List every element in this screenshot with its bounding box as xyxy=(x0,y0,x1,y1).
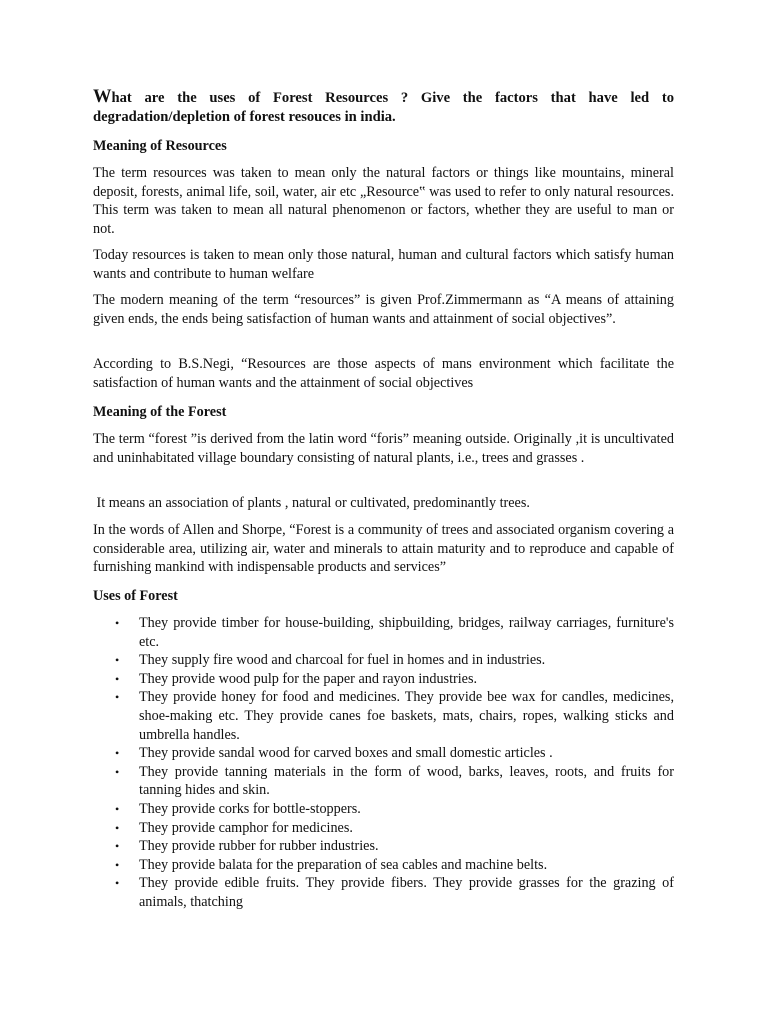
list-item: • They provide wood pulp for the paper and rayon industries. xyxy=(115,670,478,687)
bullet-icon: • xyxy=(115,671,120,686)
bullet-icon: • xyxy=(115,764,120,779)
paragraph-resources-today: Today resources is taken to mean only those natural, human and cultural factors which satisfy human wants and contribute to human welfare xyxy=(93,247,674,282)
uses-of-forest-list xyxy=(93,614,674,912)
bullet-icon: • xyxy=(115,746,120,761)
title-dropcap: W xyxy=(93,87,112,107)
heading-meaning-of-resources: Meaning of Resources xyxy=(93,138,227,154)
list-item: • They provide corks for bottle-stoppers. xyxy=(115,800,361,817)
bullet-icon: • xyxy=(115,839,120,854)
bullet-icon: • xyxy=(115,857,120,872)
heading-meaning-of-forest: Meaning of the Forest xyxy=(93,404,227,420)
title-text: hat are the uses of Forest Resources ? Give the factors that have led to degradation/depletion of forest resouces in india. xyxy=(93,90,674,125)
bullet-icon: • xyxy=(115,690,120,705)
list-item: • They provide balata for the preparation of sea cables and machine belts. xyxy=(115,856,548,873)
paragraph-forest-association: It means an association of plants , natural or cultivated, predominantly trees. xyxy=(93,495,530,511)
list-item: • They provide honey for food and medicines. They provide bee wax for candles, medicines, shoe-making etc. They provide canes foe baskets, mats, chairs, ropes, walking sticks and umbrella handles. xyxy=(115,689,674,743)
paragraph-zimmermann-quote: The modern meaning of the term “resources” is given Prof.Zimmermann as “A means of attaining given ends, the ends being satisfaction of human wants and attainment of social objectives”. xyxy=(93,292,674,327)
paragraph-negi-quote: According to B.S.Negi, “Resources are those aspects of mans environment which facilitate the satisfaction of human wants and the attainment of social objectives xyxy=(93,356,674,391)
paragraph-allen-shorpe-quote: In the words of Allen and Shorpe, “Forest is a community of trees and associated organism covering a considerable area, utilizing air, water and minerals to attain maturity and to reproduce and capable of furnishing mankind with indispensable products and services” xyxy=(93,522,674,576)
list-item: • They provide camphor for medicines. xyxy=(115,819,353,836)
bullet-icon: • xyxy=(115,616,120,630)
document-title xyxy=(93,88,674,127)
list-item: • They supply fire wood and charcoal for fuel in homes and in industries. xyxy=(115,652,546,669)
list-item: • They provide sandal wood for carved boxes and small domestic articles . xyxy=(115,745,553,762)
bullet-icon: • xyxy=(115,820,120,835)
paragraph-resources-definition: The term resources was taken to mean only the natural factors or things like mountains, mineral deposit, forests, animal life, soil, water, air etc „Resource‟ was used to refer to only natural resources. This term was taken to mean all natural phenomenon or factors, whether they are useful to man or not. xyxy=(93,165,674,237)
paragraph-forest-etymology: The term “forest ”is derived from the latin word “foris” meaning outside. Originally ,it is uncultivated and uninhabitated village boundary consisting of natural plants, i.e., trees and grasses . xyxy=(93,431,674,466)
list-item: • They provide tanning materials in the form of wood, barks, leaves, roots, and fruits for tanning hides and skin. xyxy=(115,763,674,799)
list-item: • They provide rubber for rubber industries. xyxy=(115,838,379,855)
bullet-icon: • xyxy=(115,876,120,891)
bullet-icon: • xyxy=(115,801,120,816)
bullet-icon: • xyxy=(115,653,120,668)
list-item: • They provide timber for house-building, shipbuilding, bridges, railway carriages, furniture's etc. xyxy=(115,615,674,650)
list-item: • They provide edible fruits. They provide fibers. They provide grasses for the grazing of animals, thatching xyxy=(115,875,674,910)
heading-uses-of-forest: Uses of Forest xyxy=(93,588,178,604)
